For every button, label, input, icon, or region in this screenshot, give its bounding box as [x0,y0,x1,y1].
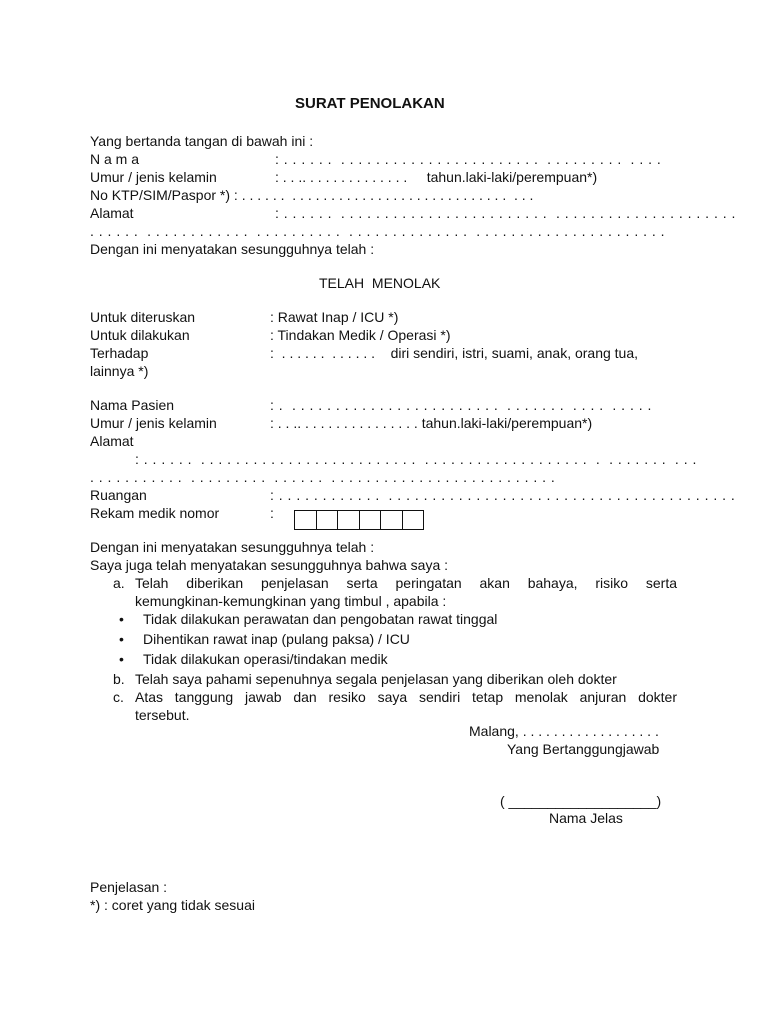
record-digit-box [338,511,360,529]
signer-name-label: N a m a [90,151,140,167]
footnote-text: *) : coret yang tidak sesuai [90,897,255,913]
bullet-item-1: Tidak dilakukan perawatan dan pengobatan rawat tinggal [143,611,498,627]
regarding-value: : . . . . . . . . . . . . diri sendiri, istri, suami, anak, orang tua, [270,345,639,361]
declaration-text-1: Dengan ini menyatakan sesungguhnya telah : [90,241,375,257]
bullet-item-2: Dihentikan rawat inap (pulang paksa) / ICU [143,631,410,647]
signature-place-date: Malang, . . . . . . . . . . . . . . . . . . [469,723,659,739]
declaration-text-3: Saya juga telah menyatakan sesungguhnya bahwa saya : [90,557,449,573]
record-digit-box [403,511,424,529]
signer-age-field: : . . .. . . . . . . . . . . . . . tahun.laki-laki/perempuan*) [275,169,598,185]
signature-name-caption: Nama Jelas [549,810,623,826]
point-a-line1: Telah diberikan penjelasan serta peringatan akan bahaya, risiko serta [135,575,677,591]
intro-text: Yang bertanda tangan di bawah ini : [90,133,314,149]
forwarded-label: Untuk diteruskan [90,309,196,325]
signer-address-line2: . . . . . . . . . . . . . . . . . . . . . . . . . . . . . . . . . . . . . . . . . . . . . . . . . . . . . . . . . . . . . . . . [90,223,666,239]
declaration-text-2: Dengan ini menyatakan sesungguhnya telah : [90,539,375,555]
signer-name-field: : . . . . . . . . . . . . . . . . . . . . . . . . . . . . . . . . . . . . . . . . . . [275,151,662,167]
record-digit-box [295,511,317,529]
signature-role: Yang Bertanggungjawab [507,741,660,757]
patient-address-label: Alamat [90,433,134,449]
signer-address-field: : . . . . . . . . . . . . . . . . . . . . . . . . . . . . . . . . . . . . . . . . . . . . . . . . . . . [275,205,736,221]
point-c-marker: c. [113,689,124,705]
record-digit-box [381,511,403,529]
regarding-line2: lainnya *) [90,363,149,379]
patient-age-field: : . . .. . . . . . . . . . . . . . . . tahun.laki-laki/perempuan*) [270,415,593,431]
point-b-text: Telah saya pahami sepenuhnya segala penjelasan yang diberikan oleh dokter [135,671,617,687]
point-c-line1: Atas tanggung jawab dan resiko saya sendiri tetap menolak anjuran dokter [135,689,677,705]
forwarded-value: : Rawat Inap / ICU *) [270,309,399,325]
patient-address-line2: . . . . . . . . . . . . . . . . . . . . . . . . . . . . . . . . . . . . . . . . . . . . . . . . . . . . [90,469,556,485]
point-b-marker: b. [113,671,125,687]
footnote-label: Penjelasan : [90,879,168,895]
refusal-heading: TELAH MENOLAK [319,275,441,291]
patient-name-field: : . . . . . . . . . . . . . . . . . . . . . . . . . . . . . . . . . . . . . . . . . [270,397,652,413]
point-a-line2: kemungkinan-kemungkinan yang timbul , apabila : [135,593,447,609]
point-c-line2: tersebut. [135,707,190,723]
medical-record-label: Rekam medik nomor [90,505,220,521]
record-digit-box [317,511,339,529]
performed-label: Untuk dilakukan [90,327,190,343]
bullet-icon: • [119,651,124,667]
patient-name-label: Nama Pasien [90,397,175,413]
bullet-icon: • [119,611,124,627]
room-field: : . . . . . . . . . . . . . . . . . . . . . . . . . . . . . . . . . . . . . . . . . . . . . . . . . . . . [270,487,736,503]
point-a-marker: a. [113,575,125,591]
bullet-item-3: Tidak dilakukan operasi/tindakan medik [143,651,388,667]
signer-age-label: Umur / jenis kelamin [90,169,217,185]
patient-age-label: Umur / jenis kelamin [90,415,217,431]
signer-id-line: No KTP/SIM/Paspor *) : . . . . . . . . . . . . . . . . . . . . . . . . . . . . . . . . . . . . . [90,187,534,203]
regarding-label: Terhadap [90,345,149,361]
bullet-icon: • [119,631,124,647]
performed-value: : Tindakan Medik / Operasi *) [270,327,451,343]
record-digit-box [360,511,382,529]
signer-address-label: Alamat [90,205,134,221]
signature-blank: ( ___________________) [500,793,662,809]
document-title: SURAT PENOLAKAN [295,95,445,112]
medical-record-number-boxes [294,510,424,530]
patient-address-line1: : . . . . . . . . . . . . . . . . . . . . . . . . . . . . . . . . . . . . . . . . . . . . . . . . . . . . . . . . . . . . . [135,451,697,467]
room-label: Ruangan [90,487,147,503]
medical-record-colon: : [270,505,274,521]
